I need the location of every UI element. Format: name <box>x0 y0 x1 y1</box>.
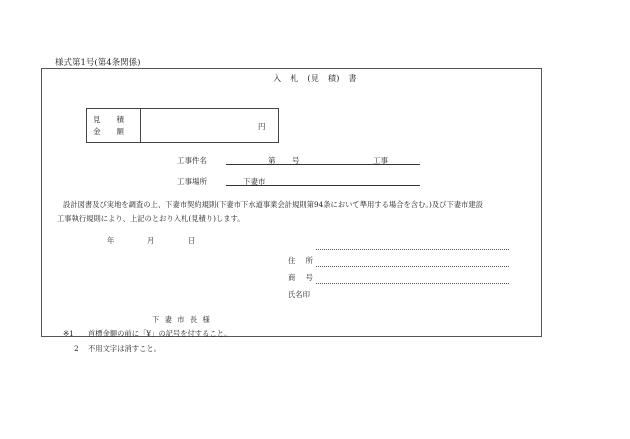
amount-label-mitsumori: 見積 <box>93 115 140 124</box>
date-month: 月 <box>147 236 155 245</box>
construction-name-label: 工事件名 <box>177 156 207 165</box>
address-dotted-line <box>316 266 509 267</box>
statement-line-1: 設計図書及び実地を調査の上、下妻市契約規則(下妻市下水道事業会計規則第94条において準用する場合を含む。)及び下妻市建設 <box>63 200 483 209</box>
construction-place-underline <box>226 185 420 186</box>
statement-line-2: 工事執行規則により、上記のとおり入札(見積り)します。 <box>57 214 245 223</box>
amount-unit-yen: 円 <box>258 122 266 131</box>
construction-name-underline <box>226 164 420 165</box>
document-title: 入 札 (見 積) 書 <box>273 74 357 83</box>
form-number-label: 様式第1号(第4条関係) <box>55 58 141 68</box>
trade-name-label: 商 号 <box>288 273 313 282</box>
note-2-mark: 2 <box>74 344 79 353</box>
bidder-top-dotted-line <box>316 249 509 250</box>
address-label: 住 所 <box>288 256 313 265</box>
addressee: 下 妻 市 長 様 <box>152 315 210 324</box>
note-1-mark: ※1 <box>63 329 74 338</box>
note-1-text: 首標金額の前に「¥」の記号を付すること。 <box>88 329 232 338</box>
construction-place-label: 工事場所 <box>177 177 207 186</box>
date-year: 年 <box>107 236 115 245</box>
trade-name-dotted-line <box>316 283 509 284</box>
construction-name-dai: 第 <box>268 156 276 165</box>
date-day: 日 <box>188 236 196 245</box>
amount-label-kingaku: 金額 <box>93 127 140 136</box>
construction-name-koji: 工事 <box>373 156 388 165</box>
amount-box-divider <box>140 108 141 143</box>
note-2-text: 不用文字は消すこと。 <box>88 344 161 353</box>
construction-name-go: 号 <box>292 156 300 165</box>
construction-place-value: 下妻市 <box>243 177 266 186</box>
name-seal-label: 氏名印 <box>288 290 310 299</box>
